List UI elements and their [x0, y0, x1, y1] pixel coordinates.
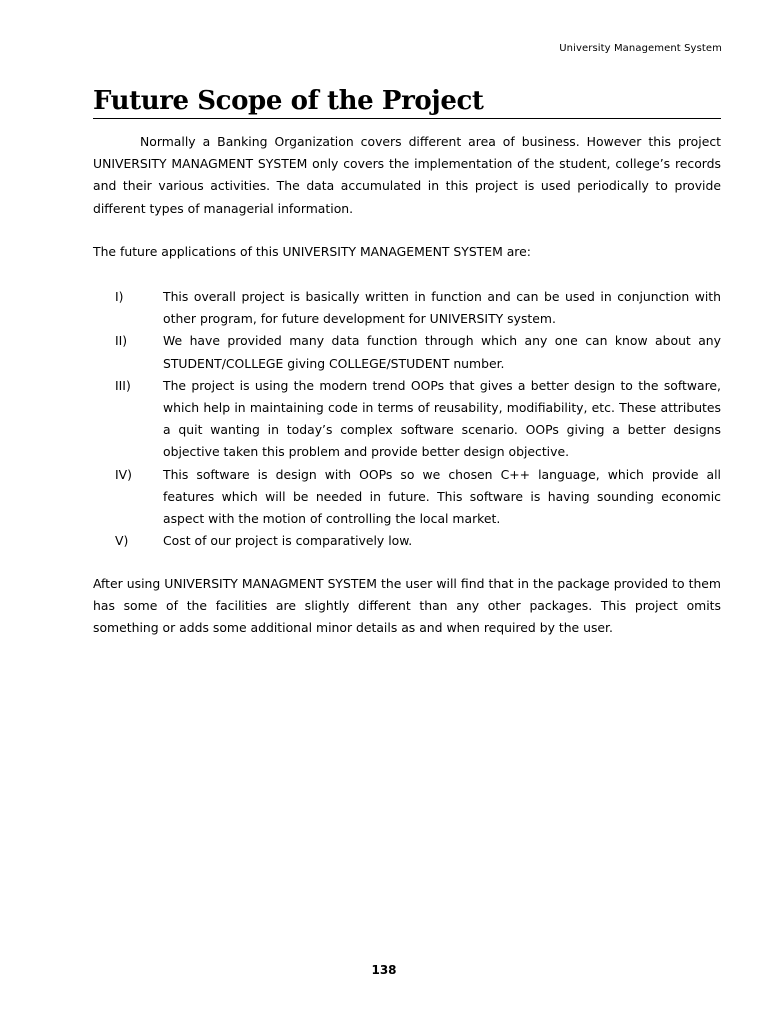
list-item-text: We have provided many data function through which any one can know about any STUDENT/COLLEGE giving COLLEGE/STUDENT number. — [163, 333, 721, 371]
list-item-number: II) — [115, 333, 128, 349]
page-number: 138 — [371, 963, 397, 977]
running-header: University Management System — [559, 43, 722, 54]
closing-paragraph — [93, 573, 721, 640]
list-item-text: This software is design with OOPs so we chosen C++ language, which provide all features which will be needed in future. This software is having sounding economic aspect with the motion of controlling the local market. — [163, 466, 721, 527]
list-item — [93, 530, 721, 552]
list-item-number: III) — [115, 377, 131, 393]
list-item-text: Cost of our project is comparatively low. — [163, 533, 413, 549]
list-item — [93, 464, 721, 531]
list-lead-text: The future applications of this UNIVERSITY MANAGEMENT SYSTEM are: — [93, 244, 531, 259]
list-item-number: I) — [115, 289, 124, 304]
list-item-text: This overall project is basically written in function and can be used in conjunction with other program, for future development for UNIVERSITY system. — [163, 289, 721, 327]
list-item — [93, 286, 721, 330]
list-item — [93, 375, 721, 464]
list-item-text: The project is using the modern trend OOPs that gives a better design to the software, which help in maintaining code in terms of reusability, modifiability, etc. These attributes a quit wanting in today’s complex software scenario. OOPs giving a better designs objective taken this problem and provide better design objective. — [163, 377, 721, 460]
applications-list — [93, 286, 721, 552]
list-item — [93, 330, 721, 374]
intro-paragraph — [93, 131, 721, 220]
closing-text: After using UNIVERSITY MANAGMENT SYSTEM the user will find that in the package provided to them has some of the facilities are slightly different than any other packages. This project omits something or adds some additional minor details as and when required by the user. — [93, 576, 721, 636]
intro-text: Normally a Banking Organization covers different area of business. However this project UNIVERSITY MANAGMENT SYSTEM only covers the implementation of the student, college’s records and their various activities. The data accumulated in this project is used periodically to provide different types of managerial information. — [93, 134, 721, 216]
list-item-number: IV) — [115, 466, 132, 482]
list-item-number: V) — [115, 533, 129, 549]
list-lead-paragraph — [93, 241, 721, 263]
page-title: Future Scope of the Project — [93, 85, 721, 119]
